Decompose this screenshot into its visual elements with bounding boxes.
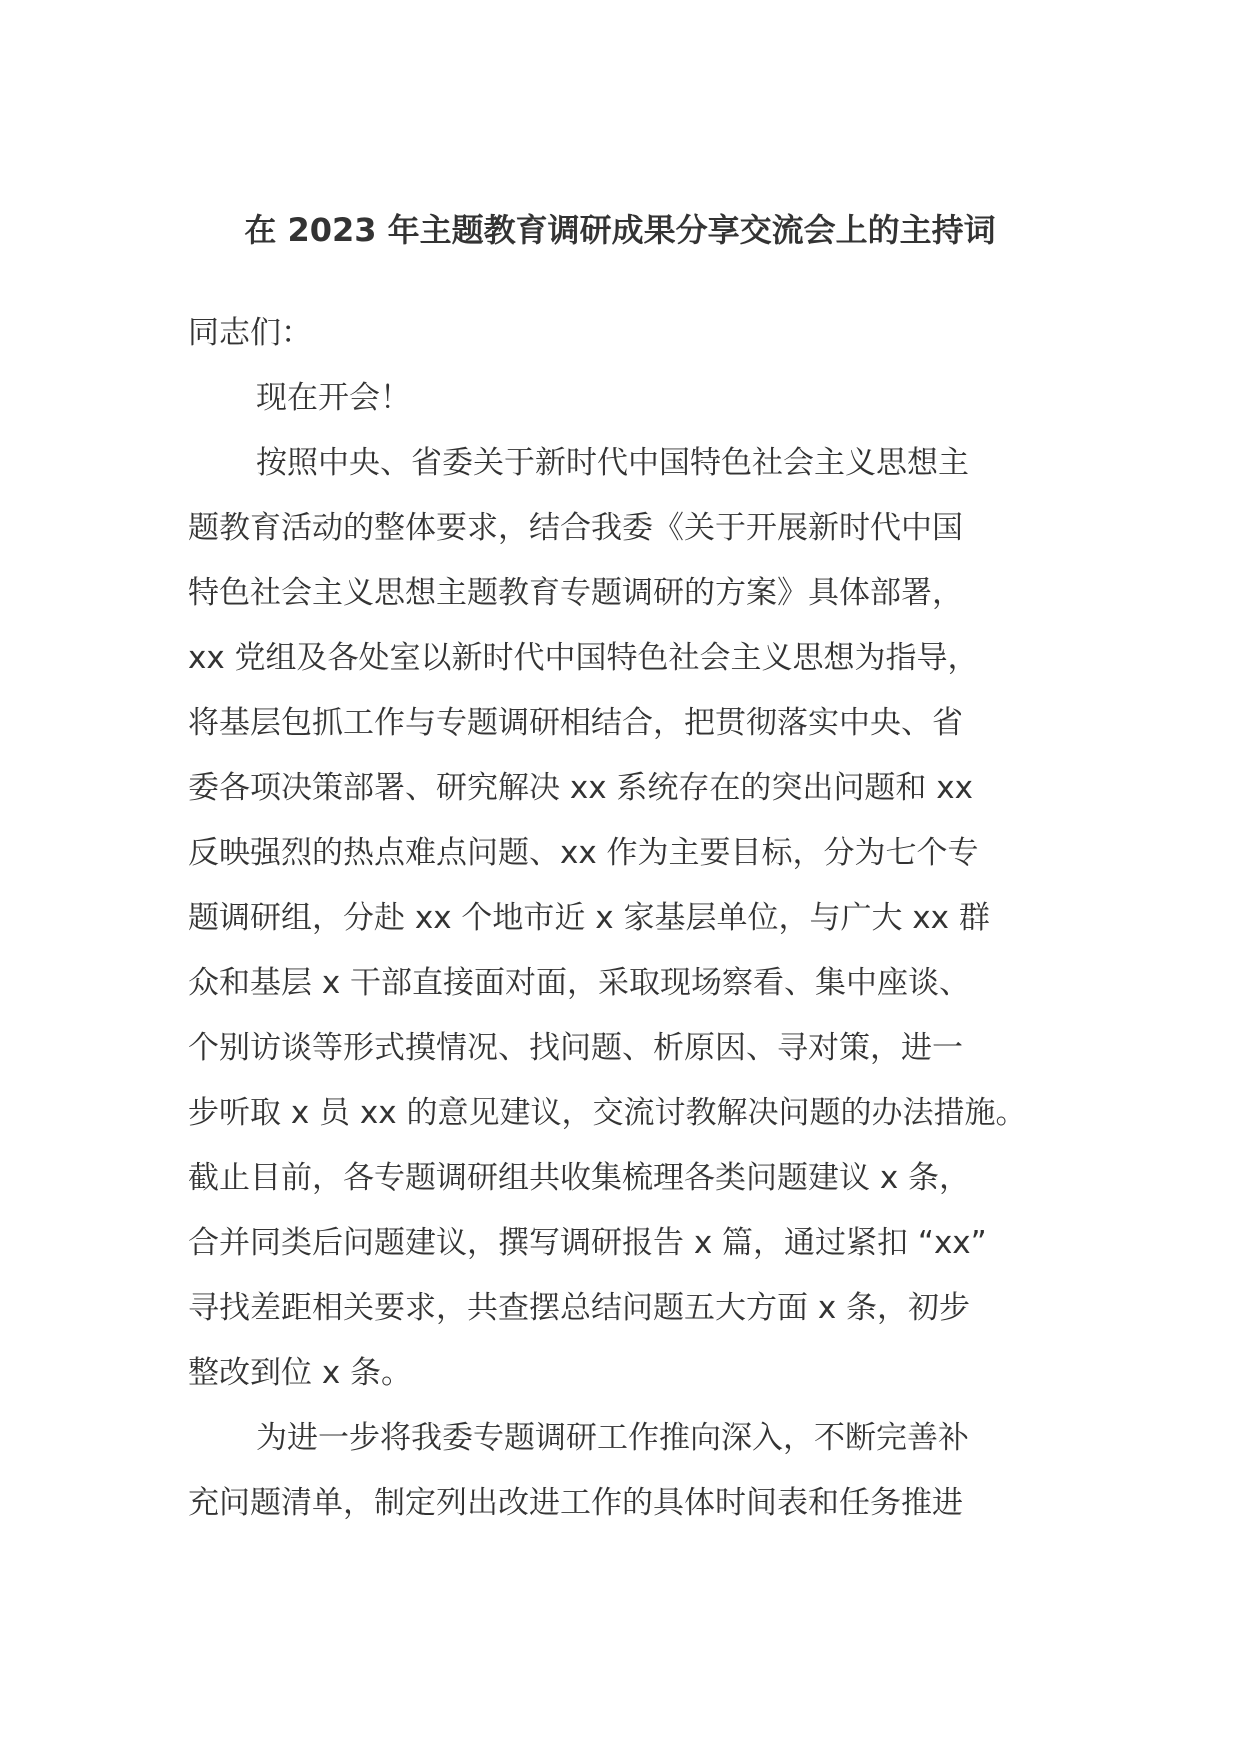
text-line: 步听取 x 员 xx 的意见建议，交流讨教解决问题的办法措施。 <box>188 1095 1027 1131</box>
text-line: 委各项决策部署、研究解决 xx 系统存在的突出问题和 xx <box>188 770 973 806</box>
text-line: 为进一步将我委专题调研工作推向深入，不断完善补 <box>256 1420 969 1456</box>
text-line: 截止目前，各专题调研组共收集梳理各类问题建议 x 条， <box>188 1160 971 1196</box>
document-body <box>188 301 1068 1536</box>
text-line: xx 党组及各处室以新时代中国特色社会主义思想为指导， <box>188 640 979 676</box>
text-line: 现在开会！ <box>256 380 411 416</box>
text-line: 充问题清单，制定列出改进工作的具体时间表和任务推进 <box>188 1485 963 1521</box>
text-line: 题教育活动的整体要求，结合我委《关于开展新时代中国 <box>188 510 963 546</box>
paragraph-lines <box>188 366 1068 1536</box>
text-line: 合并同类后问题建议，撰写调研报告 x 篇，通过紧扣 “xx” <box>188 1225 987 1261</box>
document-title: 在 2023 年主题教育调研成果分享交流会上的主持词 <box>244 211 996 249</box>
text-line: 题调研组，分赴 xx 个地市近 x 家基层单位，与广大 xx 群 <box>188 900 990 936</box>
text-line: 众和基层 x 干部直接面对面，采取现场察看、集中座谈、 <box>188 965 971 1001</box>
text-line: 特色社会主义思想主题教育专题调研的方案》具体部署， <box>188 575 963 611</box>
text-line: 整改到位 x 条。 <box>188 1355 413 1391</box>
text-line: 寻找差距相关要求，共查摆总结问题五大方面 x 条，初步 <box>188 1290 971 1326</box>
text-line: 反映强烈的热点难点问题、xx 作为主要目标，分为七个专 <box>188 835 979 871</box>
text-line: 将基层包抓工作与专题调研相结合，把贯彻落实中央、省 <box>188 705 963 741</box>
salutation: 同志们： <box>188 315 312 351</box>
text-line: 按照中央、省委关于新时代中国特色社会主义思想主 <box>256 445 969 481</box>
text-line: 个别访谈等形式摸情况、找问题、析原因、寻对策，进一 <box>188 1030 963 1066</box>
